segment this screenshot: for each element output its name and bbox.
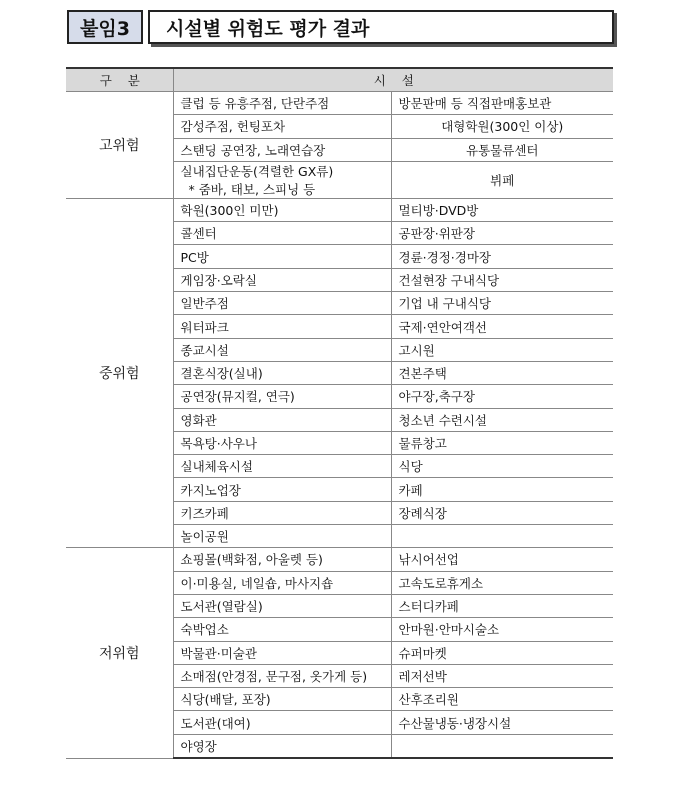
facility-cell-left xyxy=(173,315,391,338)
facility-cell-right xyxy=(391,618,613,641)
column-header-category: 구 분 xyxy=(66,68,173,92)
risk-category: 중위험 xyxy=(66,198,173,547)
facility-name: 카지노업장 xyxy=(180,482,241,498)
facility-cell-left xyxy=(173,688,391,711)
facility-cell-left xyxy=(173,268,391,291)
facility-note: * 줌바, 태보, 스피닝 등 xyxy=(188,181,316,197)
facility-cell-left xyxy=(173,161,391,198)
facility-name: 소매점(안경점, 문구점, 옷가게 등) xyxy=(180,668,368,684)
facility-cell-right xyxy=(391,594,613,617)
facility-cell-left xyxy=(173,571,391,594)
facility-cell-left xyxy=(173,115,391,138)
facility-name: 대형학원(300인 이상) xyxy=(441,119,564,135)
facility-name: 클럽 등 유흥주점, 단란주점 xyxy=(180,96,330,112)
facility-cell-left xyxy=(173,385,391,408)
facility-name: 물류창고 xyxy=(398,436,447,451)
document-header xyxy=(67,10,614,46)
facility-cell-left xyxy=(173,525,391,548)
facility-cell-right xyxy=(391,525,613,548)
risk-assessment-table xyxy=(66,67,613,759)
facility-name: 카페 xyxy=(398,482,423,498)
table-row xyxy=(66,198,613,221)
facility-cell-left xyxy=(173,198,391,221)
facility-cell-left xyxy=(173,711,391,734)
facility-name: 게임장·오락실 xyxy=(180,272,257,288)
facility-name: 고시원 xyxy=(398,342,435,358)
facility-name: 레저선박 xyxy=(398,668,447,684)
facility-name: 워터파크 xyxy=(180,319,229,335)
facility-cell-left xyxy=(173,245,391,268)
facility-cell-right xyxy=(391,664,613,687)
facility-name: 공판장·위판장 xyxy=(398,226,475,242)
facility-name: 기업 내 구내식당 xyxy=(398,296,491,312)
facility-cell-left xyxy=(173,664,391,687)
facility-name: 도서관(대여) xyxy=(180,715,251,731)
facility-name: 멀티방·DVD방 xyxy=(398,203,479,219)
facility-name: 낚시어선업 xyxy=(398,552,459,568)
facility-name: 실내체육시설 xyxy=(180,459,253,475)
table-row xyxy=(66,548,613,571)
facility-cell-right xyxy=(391,138,613,161)
facility-cell-right xyxy=(391,245,613,268)
facility-cell-right xyxy=(391,385,613,408)
facility-name: 산후조리원 xyxy=(398,692,459,708)
facility-cell-left xyxy=(173,408,391,431)
facility-name: 경륜·경정·경마장 xyxy=(398,249,491,265)
facility-name: 국제·연안여객선 xyxy=(398,319,487,335)
facility-name: 쇼핑몰(백화점, 아울렛 등) xyxy=(180,552,323,568)
facility-cell-left xyxy=(173,734,391,758)
facility-cell-left xyxy=(173,431,391,454)
facility-cell-right xyxy=(391,92,613,115)
facility-name: 박물관·미술관 xyxy=(180,645,257,661)
facility-name: 놀이공원 xyxy=(180,529,229,545)
facility-cell-right xyxy=(391,548,613,571)
facility-name: 학원(300인 미만) xyxy=(180,203,279,219)
facility-name: 결혼식장(실내) xyxy=(180,366,263,382)
facility-cell-right xyxy=(391,161,613,198)
table-header-row xyxy=(66,68,613,92)
facility-name: 종교시설 xyxy=(180,342,229,358)
facility-cell-right xyxy=(391,688,613,711)
facility-name: 목욕탕·사우나 xyxy=(180,436,257,451)
facility-name: 안마원·안마시술소 xyxy=(398,622,500,638)
facility-name: 수산물냉동·냉장시설 xyxy=(398,715,512,731)
facility-name: 슈퍼마켓 xyxy=(398,645,447,661)
facility-name: 식당 xyxy=(398,459,423,475)
facility-cell-right xyxy=(391,641,613,664)
facility-cell-left xyxy=(173,478,391,501)
facility-name: 도서관(열람실) xyxy=(180,599,263,615)
facility-name: 유통물류센터 xyxy=(466,142,539,158)
facility-cell-left xyxy=(173,641,391,664)
facility-cell-right xyxy=(391,222,613,245)
facility-name: 실내집단운동(격렬한 GX류) xyxy=(180,163,334,179)
column-header-facility: 시 설 xyxy=(173,68,613,92)
facility-cell-right xyxy=(391,315,613,338)
facility-name: 건설현장 구내식당 xyxy=(398,272,500,288)
facility-cell-left xyxy=(173,548,391,571)
facility-cell-right xyxy=(391,431,613,454)
facility-cell-left xyxy=(173,222,391,245)
facility-cell-right xyxy=(391,361,613,384)
facility-name: 스탠딩 공연장, 노래연습장 xyxy=(180,142,326,158)
table-row xyxy=(66,92,613,115)
facility-name: 청소년 수련시설 xyxy=(398,412,487,428)
facility-cell-right xyxy=(391,734,613,758)
facility-cell-right xyxy=(391,501,613,524)
facility-cell-right xyxy=(391,115,613,138)
facility-name: 이·미용실, 네일숍, 마사지숍 xyxy=(180,575,334,591)
facility-cell-left xyxy=(173,594,391,617)
facility-name: 야영장 xyxy=(180,738,217,754)
facility-cell-left xyxy=(173,92,391,115)
facility-cell-left xyxy=(173,292,391,315)
document-title: 시설별 위험도 평가 결과 xyxy=(148,10,614,44)
facility-cell-right xyxy=(391,268,613,291)
risk-category: 저위험 xyxy=(66,548,173,758)
facility-name: 숙박업소 xyxy=(180,622,229,638)
attachment-tag: 붙임3 xyxy=(67,10,143,44)
facility-cell-left xyxy=(173,138,391,161)
facility-cell-left xyxy=(173,618,391,641)
facility-cell-left xyxy=(173,455,391,478)
facility-name: 장례식장 xyxy=(398,505,447,521)
facility-cell-right xyxy=(391,198,613,221)
facility-cell-left xyxy=(173,501,391,524)
facility-cell-left xyxy=(173,361,391,384)
facility-name: 공연장(뮤지컬, 연극) xyxy=(180,389,295,405)
facility-name: 식당(배달, 포장) xyxy=(180,692,271,708)
facility-name: 스터디카페 xyxy=(398,599,459,615)
facility-cell-right xyxy=(391,571,613,594)
facility-name: 야구장,축구장 xyxy=(398,389,475,405)
facility-cell-right xyxy=(391,408,613,431)
risk-category: 고위험 xyxy=(66,92,173,199)
facility-name: PC방 xyxy=(180,249,209,265)
facility-name: 감성주점, 헌팅포차 xyxy=(180,119,286,135)
facility-name: 뷔페 xyxy=(490,172,515,188)
facility-name: 일반주점 xyxy=(180,296,229,312)
facility-cell-right xyxy=(391,292,613,315)
facility-name: 콜센터 xyxy=(180,226,217,242)
facility-name: 방문판매 등 직접판매홍보관 xyxy=(398,96,552,112)
facility-cell-right xyxy=(391,338,613,361)
facility-cell-right xyxy=(391,455,613,478)
facility-name: 견본주택 xyxy=(398,366,447,382)
facility-name: 키즈카페 xyxy=(180,505,229,521)
facility-cell-right xyxy=(391,711,613,734)
facility-cell-right xyxy=(391,478,613,501)
facility-name: 영화관 xyxy=(180,412,217,428)
facility-name: 고속도로휴게소 xyxy=(398,575,484,591)
facility-cell-left xyxy=(173,338,391,361)
